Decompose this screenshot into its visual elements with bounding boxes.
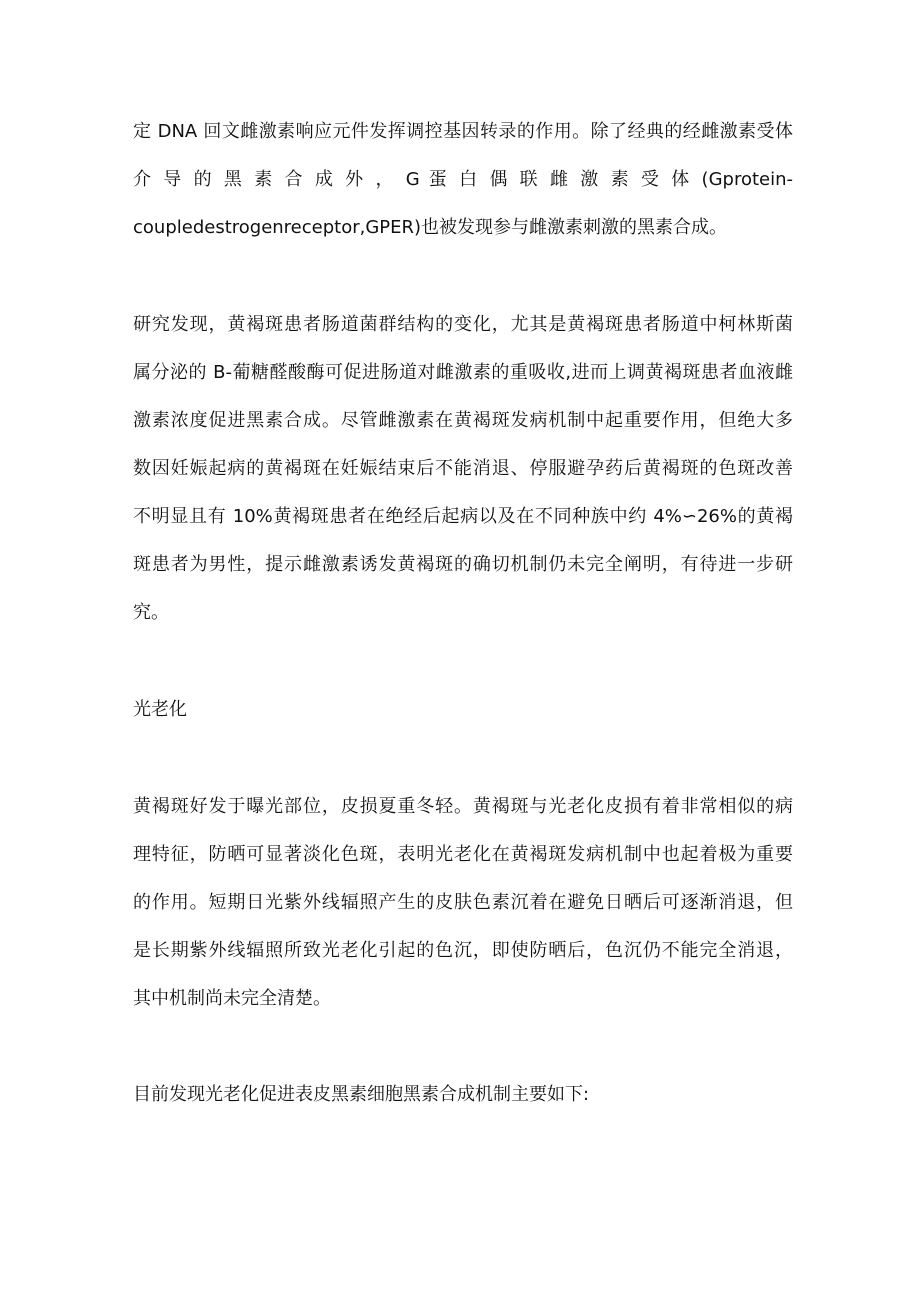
paragraph-2-line-5: 不明显且有 10%黄褐斑患者在绝经后起病以及在不同种族中约 4%∽26%的黄褐 (133, 506, 793, 527)
paragraph-2-line-3: 激素浓度促进黑素合成。尽管雌激素在黄褐斑发病机制中起重要作用，但绝大多 (133, 410, 793, 431)
paragraph-3-line-5: 其中机制尚未完全清楚。 (133, 988, 331, 1009)
paragraph-2-line-7: 究。 (133, 602, 169, 623)
paragraph-2-line-2: 属分泌的 B-葡糖醛酸酶可促进肠道对雌激素的重吸收,进而上调黄褐斑患者血液雌 (133, 362, 793, 383)
paragraph-2-line-6: 斑患者为男性，提示雌激素诱发黄褐斑的确切机制仍未完全阐明，有待进一步研 (133, 554, 793, 575)
paragraph-2-line-4: 数因妊娠起病的黄褐斑在妊娠结束后不能消退、停服避孕药后黄褐斑的色斑改善 (133, 458, 793, 479)
section-heading: 光老化 (133, 699, 187, 720)
paragraph-1-line-2: 介 导 的 黑 素 合 成 外 ， G 蛋 白 偶 联 雌 激 素 受 体 (Gprotein- (133, 169, 793, 190)
paragraph-1-line-1: 定 DNA 回文雌激素响应元件发挥调控基因转录的作用。除了经典的经雌激素受体 (133, 121, 793, 142)
paragraph-3-line-3: 的作用。短期日光紫外线辐照产生的皮肤色素沉着在避免日晒后可逐渐消退，但 (133, 892, 793, 913)
paragraph-3-line-4: 是长期紫外线辐照所致光老化引起的色沉，即使防晒后，色沉仍不能完全消退， (133, 940, 793, 961)
paragraph-4-line-1: 目前发现光老化促进表皮黑素细胞黑素合成机制主要如下: (133, 1084, 590, 1105)
paragraph-1-line-3: coupledestrogenreceptor,GPER)也被发现参与雌激素刺激的黑素合成。 (133, 217, 728, 238)
paragraph-3-line-2: 理特征，防晒可显著淡化色斑，表明光老化在黄褐斑发病机制中也起着极为重要 (133, 844, 793, 865)
paragraph-2-line-1: 研究发现，黄褐斑患者肠道菌群结构的变化，尤其是黄褐斑患者肠道中柯林斯菌 (133, 314, 793, 335)
paragraph-3-line-1: 黄褐斑好发于曝光部位，皮损夏重冬轻。黄褐斑与光老化皮损有着非常相似的病 (133, 796, 793, 817)
